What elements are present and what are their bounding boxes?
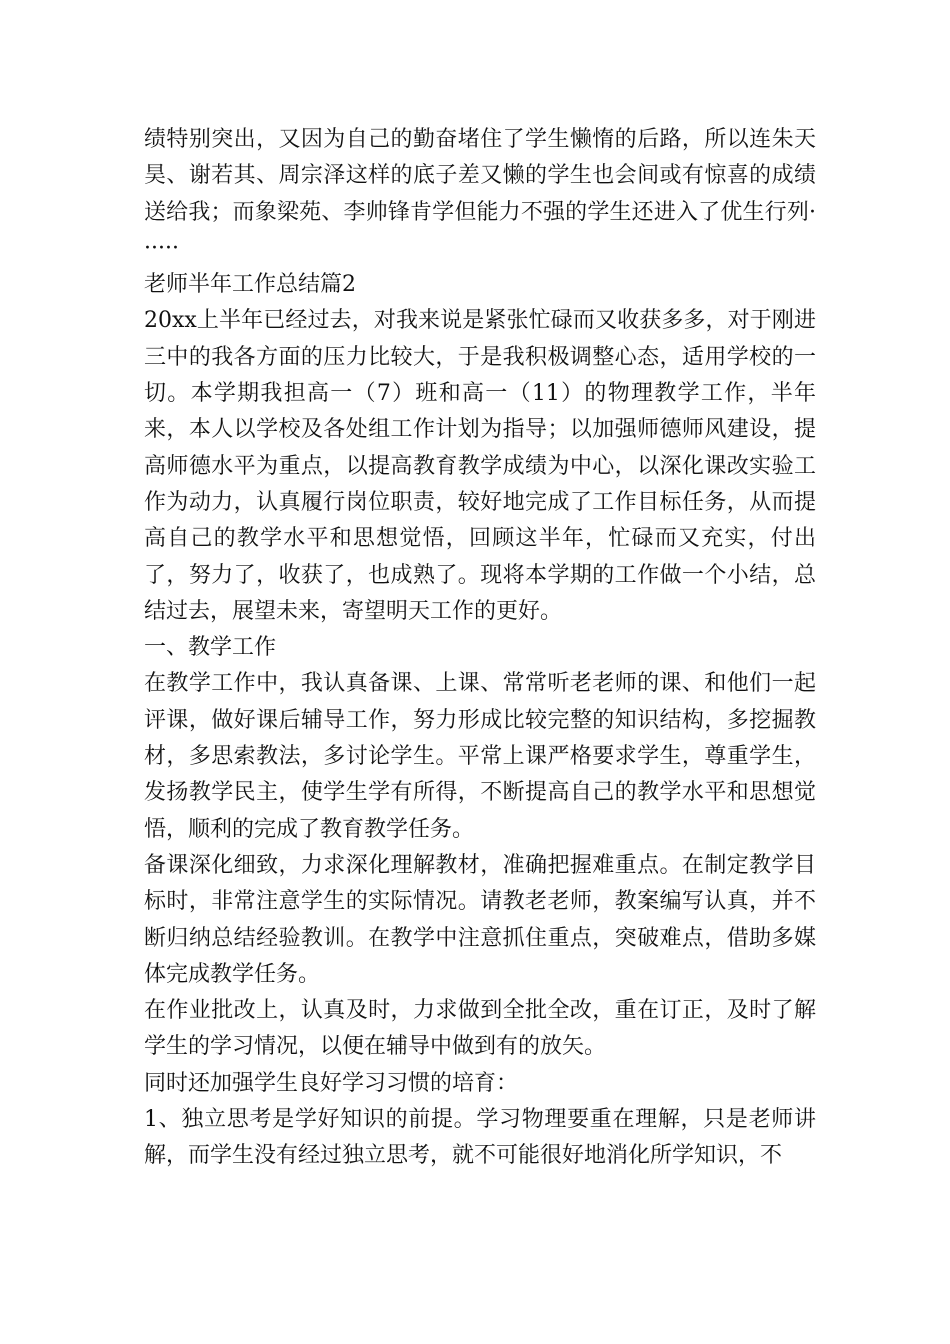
section-title: 老师半年工作总结篇2 bbox=[144, 272, 356, 298]
document-body bbox=[144, 122, 816, 1175]
paragraph-habits: 同时还加强学生良好学习习惯的培育： bbox=[144, 1070, 519, 1096]
paragraph-continuation: 绩特别突出，又因为自己的勤奋堵住了学生懒惰的后路，所以连朱天昊、谢若其、周宗泽这样的底子差又懒的学生也会间或有惊喜的成绩送给我；而象梁苑、李帅锋肯学但能力不强的学生还进入了优生行列······ bbox=[144, 127, 816, 261]
heading-teaching-work: 一、教学工作 bbox=[144, 635, 277, 661]
paragraph-item-1: 1、独立思考是学好知识的前提。学习物理要重在理解，只是老师讲解，而学生没有经过独立思考，就不可能很好地消化所学知识，不 bbox=[144, 1107, 816, 1169]
paragraph-intro: 20xx上半年已经过去，对我来说是紧张忙碌而又收获多多，对于刚进三中的我各方面的压力比较大，于是我积极调整心态，适用学校的一切。本学期我担高一（7）班和高一（11）的物理教学工作，半年来，本人以学校及各处组工作计划为指导；以加强师德师风建设，提高师德水平为重点，以提高教育教学成绩为中心，以深化课改实验工作为动力，认真履行岗位职责，较好地完成了工作目标任务，从而提高自己的教学水平和思想觉悟，回顾这半年，忙碌而又充实，付出了，努力了，收获了，也成熟了。现将本学期的工作做一个小结，总结过去，展望未来，寄望明天工作的更好。 bbox=[144, 308, 816, 624]
paragraph-homework: 在作业批改上，认真及时，力求做到全批全改，重在订正，及时了解学生的学习情况，以便在辅导中做到有的放矢。 bbox=[144, 998, 816, 1060]
paragraph-teaching: 在教学工作中，我认真备课、上课、常常听老老师的课、和他们一起评课，做好课后辅导工作，努力形成比较完整的知识结构，多挖掘教材，多思索教法，多讨论学生。平常上课严格要求学生，尊重学生，发扬教学民主，使学生学有所得，不断提高自己的教学水平和思想觉悟，顺利的完成了教育教学任务。 bbox=[144, 671, 816, 842]
paragraph-lesson-prep: 备课深化细致，力求深化理解教材，准确把握难重点。在制定教学目标时，非常注意学生的实际情况。请教老老师，教案编写认真，并不断归纳总结经验教训。在教学中注意抓住重点，突破难点，借助多媒体完成教学任务。 bbox=[144, 852, 816, 987]
